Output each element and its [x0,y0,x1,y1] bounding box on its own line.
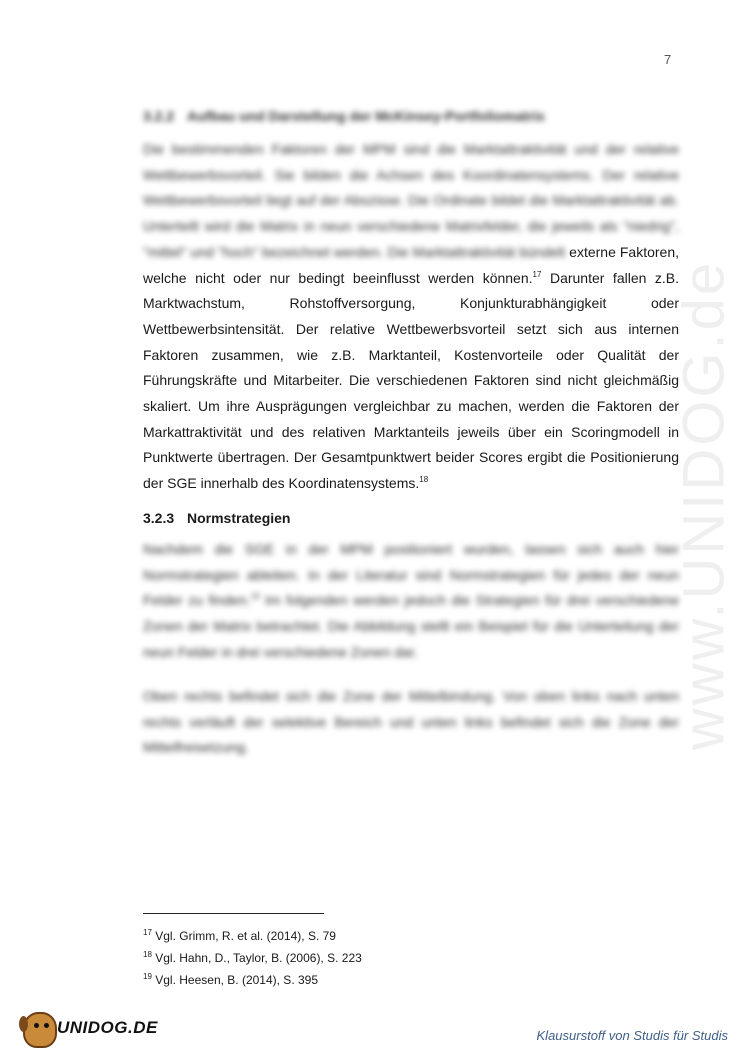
footnote-text: Vgl. Grimm, R. et al. (2014), S. 79 [151,929,336,943]
footnote-number: 18 [143,950,152,959]
footnote-ref: 18 [419,475,429,485]
footnote-divider [143,913,324,914]
section-heading-3-2-2 [143,108,545,124]
footnote-number: 19 [143,972,152,981]
dog-icon [23,1012,57,1048]
paragraph-text: Nachdem die SGE in der MPM positioniert wurden, lassen sich auch hier Normstrategien ableiten. In der Literatur sind Normstrategien für jedes der neun Felder zu finden. [143,541,679,609]
section-heading-3-2-3 [143,510,290,526]
paragraph-zones: Oben rechts befindet sich die Zone der Mittelbindung. Von oben links nach unten rechts verläuft der selektive Bereich und unten links befindet sich die Zone der Mittelfreisetzung. [143,688,679,756]
footnote [143,969,362,991]
section-title: Normstrategien [187,510,291,526]
paragraph-text: Darunter fallen z.B. Marktwachstum, Rohstoffversorgung, Konjunkturabhängigkeit oder Wettbewerbsintensität. Der relative Wettbewerbsvorteil setzt sich aus internen Faktoren zusammen, wie z.B. Marktanteil, Kostenvorteile oder Qualität der Führungskräfte und Mitarbeiter. Die verschiedenen Faktoren sind nicht gleichmäßig skaliert. Um ihre Ausprägungen vergleichbar zu machen, werden die Faktoren der Markattraktivität und des relativen Marktanteils jeweils über ein Scoringmodell in Punktwerte übertragen. Der Gesamtpunktwert beider Scores ergibt die Positionierung der SGE innerhalb des Koordinatensystems. [143,269,680,492]
footnotes [143,925,362,991]
footnote-text: Vgl. Hahn, D., Taylor, B. (2006), S. 223 [151,951,362,965]
section-number: 3.2.3 [143,510,175,526]
footer-tagline: Klausurstoff von Studis für Studis [536,1028,728,1043]
footnote-text: Vgl. Heesen, B. (2014), S. 395 [151,973,319,987]
paragraph-mpm-structure [143,137,679,497]
paragraph-text: externe Faktoren, welche nicht oder nur bedingt beeinflusst werden können. [143,243,680,286]
footnote [143,925,362,947]
footnote-ref: 19 [250,592,260,602]
section-title: Aufbau und Darstellung der McKinsey-Portfoliomatrix [187,108,545,124]
footnote-number: 17 [143,928,152,937]
paragraph-normstrategien [143,537,679,666]
blurred-text: Die bestimmenden Faktoren der MPM sind die Marktattraktivität und der relative Wettbewerbsvorteil. Sie bilden die Achsen des Koordinatensystems. Der relative Wettbewerbsvorteil liegt auf der Abszisse. Die Ordinate bildet die Marktattraktivität ab. Unterteilt wird die Matrix in neun verschiedene Matrixfelder, die jeweils als "niedrig", "mittel" und "hoch" bezeichnet werden. Die Marktattraktivität bündelt [143,141,679,260]
section-number: 3.2.2 [143,108,175,124]
footnote [143,947,362,969]
unidog-logo [23,1010,158,1050]
page-number: 7 [664,52,672,67]
logo-text: UNIDOG.DE [57,1018,158,1037]
watermark: www.UNIDOG.de [671,259,737,751]
footnote-ref: 17 [532,269,542,279]
paragraph-text: Im folgenden werden jedoch die Strategien für drei verschiedene Zonen der Matrix betrachtet. Die Abbildung stellt ein Beispiel für die Unterteilung der neun Felder in drei verschiedene Zonen dar. [143,592,679,660]
